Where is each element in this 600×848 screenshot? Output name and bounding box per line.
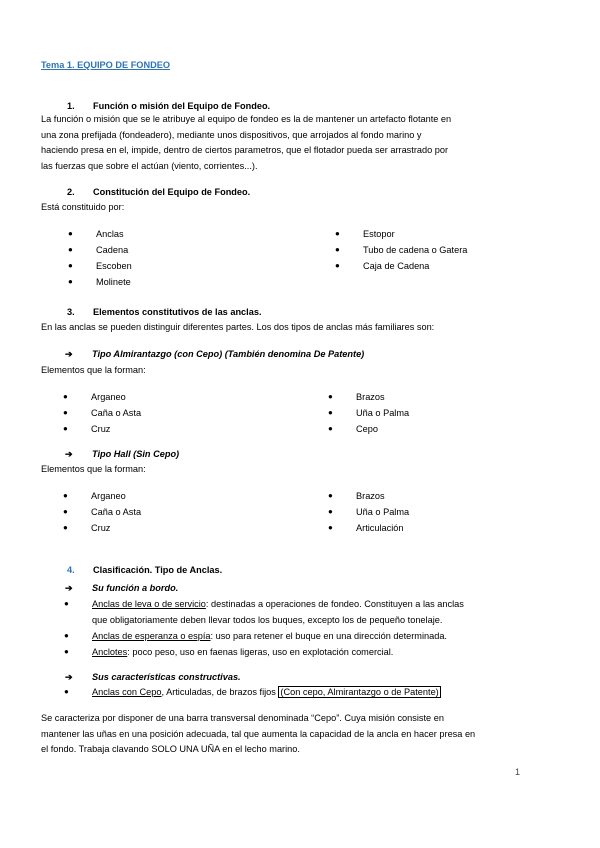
list-item: ● Cruz	[63, 523, 111, 533]
arrow-right-icon: ➔	[65, 349, 73, 359]
list-item: ● Brazos	[328, 491, 385, 501]
section-1-title: Función o misión del Equipo de Fondeo.	[93, 101, 271, 111]
list-item: ● Anclas de leva o de servicio: destinadas a operaciones de fondeo. Constituyen a las anclas	[64, 599, 464, 609]
paragraph-line: una zona prefijada (fondeadero), mediante unos dispositivos, que arrojados al fondo marino y	[41, 129, 422, 140]
section-3-intro: En las anclas se pueden distinguir diferentes partes. Los dos tipos de anclas más familiares son:	[41, 322, 435, 332]
section-3-number: 3.	[67, 307, 75, 317]
type-hall-intro: Elementos que la forman:	[41, 464, 146, 474]
type-almirantazgo-intro: Elementos que la forman:	[41, 365, 146, 375]
list-item: ● Anclas	[68, 229, 124, 239]
bullet-icon: ●	[335, 229, 340, 238]
bullet-icon: ●	[335, 245, 340, 254]
paragraph-line: La función o misión que se le atribuye al equipo de fondeo es la de mantener un artefacto flotante en	[41, 114, 452, 124]
list-item: ● Caña o Asta	[63, 507, 142, 517]
section-3-heading	[67, 306, 262, 318]
list-item: ● Caja de Cadena	[335, 261, 430, 271]
paragraph-line: Se caracteriza por disponer de una barra transversal denominada “Cepo”. Cuya misión consiste en	[41, 713, 444, 723]
list-item: ● Molinete	[68, 277, 131, 287]
bullet-icon: ●	[328, 523, 333, 532]
bullet-icon: ●	[328, 507, 333, 516]
bullet-icon: ●	[63, 392, 68, 401]
list-item: ● Articulación	[328, 523, 404, 533]
list-item: ● Anclas de esperanza o espía: uso para retener el buque en una dirección determinada.	[64, 631, 447, 641]
list-item: ● Estopor	[335, 229, 395, 239]
section-3-title: Elementos constitutivos de las anclas.	[93, 307, 262, 317]
arrow-right-icon: ➔	[65, 449, 73, 459]
bullet-icon: ●	[63, 408, 68, 417]
bullet-icon: ●	[68, 229, 73, 238]
section-1-paragraph	[41, 112, 451, 174]
section-4-heading	[67, 564, 222, 576]
list-item: ● Arganeo	[63, 491, 126, 501]
page-title: Tema 1. EQUIPO DE FONDEO	[41, 60, 170, 70]
type-hall-label: ➔ Tipo Hall (Sin Cepo)	[65, 449, 180, 459]
closing-paragraph	[41, 711, 475, 758]
arrow-right-icon: ➔	[65, 672, 73, 682]
paragraph-line: el fondo. Trabaja clavando SOLO UNA UÑA en el lecho marino.	[41, 744, 300, 754]
section-4-number: 4.	[67, 565, 75, 575]
type-almirantazgo-label: ➔ Tipo Almirantazgo (con Cepo) (También denomina De Patente)	[65, 349, 365, 359]
list-item-continuation: que obligatoriamente deben llevar todos los buques, excepto los de pequeño tonelaje.	[92, 615, 443, 625]
bullet-icon: ●	[64, 647, 69, 656]
bullet-icon: ●	[63, 507, 68, 516]
bullet-icon: ●	[64, 599, 69, 608]
section-1-heading	[67, 100, 270, 112]
list-item: ● Anclotes: poco peso, uso en faenas ligeras, uso en explotación comercial.	[64, 647, 394, 657]
bullet-icon: ●	[335, 261, 340, 270]
bullet-icon: ●	[68, 245, 73, 254]
page-number: 1	[514, 767, 520, 777]
section-4-title: Clasificación. Tipo de Anclas.	[93, 565, 223, 575]
bullet-icon: ●	[63, 424, 68, 433]
paragraph-line: haciendo presa en el, impide, dentro de ciertos parametros, que el flotador pueda ser arrastrado por	[41, 145, 449, 155]
list-item: ● Brazos	[328, 392, 385, 402]
list-item: ● Arganeo	[63, 392, 126, 402]
section-2-title: Constitución del Equipo de Fondeo.	[93, 187, 251, 197]
bullet-icon: ●	[68, 261, 73, 270]
section-2-number: 2.	[67, 187, 75, 197]
arrow-right-icon: ➔	[65, 583, 73, 593]
list-item: ● Uña o Palma	[328, 507, 410, 517]
section-2-heading	[67, 186, 250, 198]
bullet-icon: ●	[63, 523, 68, 532]
function-subheading: ➔ Su función a bordo.	[65, 583, 179, 593]
bullet-icon: ●	[68, 277, 73, 286]
list-item: ● Cepo	[328, 424, 378, 434]
list-item: ● Cruz	[63, 424, 111, 434]
list-item: ● Anclas con Cepo, Articuladas, de brazos fijos (Con cepo, Almirantazgo o de Patente)	[64, 687, 439, 697]
bullet-icon: ●	[64, 687, 69, 696]
section-1-number: 1.	[67, 101, 75, 111]
list-item: ● Uña o Palma	[328, 408, 410, 418]
construction-subheading: ➔ Sus características constructivas.	[65, 672, 241, 682]
bullet-icon: ●	[64, 631, 69, 640]
bullet-icon: ●	[328, 392, 333, 401]
list-item: ● Escoben	[68, 261, 132, 271]
bullet-icon: ●	[328, 424, 333, 433]
bullet-icon: ●	[328, 408, 333, 417]
paragraph-line: mantener las uñas en una posición adecuada, tal que aumenta la capacidad de la ancla en hacer presa en	[41, 728, 476, 739]
list-item: ● Cadena	[68, 245, 129, 255]
list-item: ● Tubo de cadena o Gatera	[335, 245, 468, 255]
bullet-icon: ●	[63, 491, 68, 500]
paragraph-line: las fuerzas que sobre el actúan (viento, corrientes...).	[41, 160, 258, 171]
list-item: ● Caña o Asta	[63, 408, 142, 418]
section-2-intro: Está constituido por:	[41, 202, 125, 212]
bullet-icon: ●	[328, 491, 333, 500]
